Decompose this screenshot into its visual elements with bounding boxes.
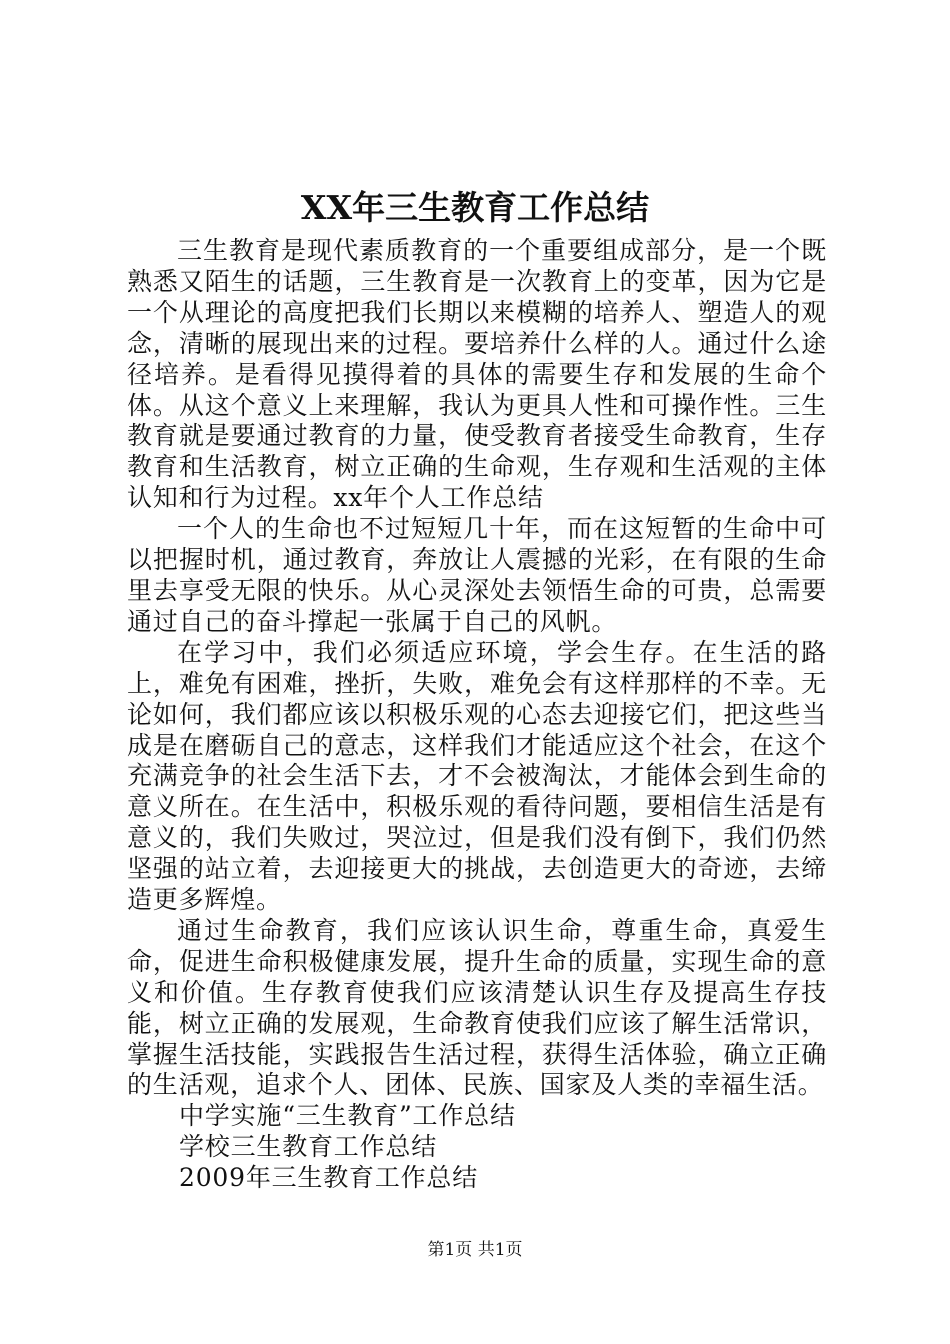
paragraph-3: 在学习中，我们必须适应环境，学会生存。在生活的路上，难免有困难，挫折，失败，难免会有这样那样的不幸。无论如何，我们都应该以积极乐观的心态去迎接它们，把这些当成是在磨砺自己的意志，这样我们才能适应这个社会，在这个充满竞争的社会生活下去，才不会被淘汰，才能体会到生命的意义所在。在生活中，积极乐观的看待问题，要相信生活是有意义的，我们失败过，哭泣过，但是我们没有倒下，我们仍然坚强的站立着，去迎接更大的挑战，去创造更大的奇迹，去缔造更多辉煌。 (127, 637, 827, 915)
document-body (127, 236, 827, 1194)
document-title: XX年三生教育工作总结 (300, 188, 650, 227)
related-title-3: 2009年三生教育工作总结 (179, 1163, 479, 1193)
paragraph-2: 一个人的生命也不过短短几十年，而在这短暂的生命中可以把握时机，通过教育，奔放让人震撼的光彩，在有限的生命里去享受无限的快乐。从心灵深处去领悟生命的可贵，总需要通过自己的奋斗撑起一张属于自己的风帆。 (127, 514, 827, 636)
related-title-1: 中学实施“三生教育”工作总结 (179, 1101, 516, 1131)
paragraph-1: 三生教育是现代素质教育的一个重要组成部分，是一个既熟悉又陌生的话题，三生教育是一次教育上的变革，因为它是一个从理论的高度把我们长期以来模糊的培养人、塑造人的观念，清晰的展现出来的过程。要培养什么样的人。通过什么途径培养。是看得见摸得着的具体的需要生存和发展的生命个体。从这个意义上来理解，我认为更具人性和可操作性。三生教育就是要通过教育的力量，使受教育者接受生命教育，生存教育和生活教育，树立正确的生命观，生存观和生活观的主体认知和行为过程。xx年个人工作总结 (127, 236, 827, 513)
page-footer: 第1页 共1页 (427, 1240, 523, 1260)
paragraph-4: 通过生命教育，我们应该认识生命，尊重生命，真爱生命，促进生命积极健康发展，提升生命的质量，实现生命的意义和价值。生存教育使我们应该清楚认识生存及提高生存技能，树立正确的发展观，生命教育使我们应该了解生活常识，掌握生活技能，实践报告生活过程，获得生活体验，确立正确的生活观，追求个人、团体、民族、国家及人类的幸福生活。 (127, 915, 827, 1100)
related-title-2: 学校三生教育工作总结 (179, 1132, 438, 1162)
